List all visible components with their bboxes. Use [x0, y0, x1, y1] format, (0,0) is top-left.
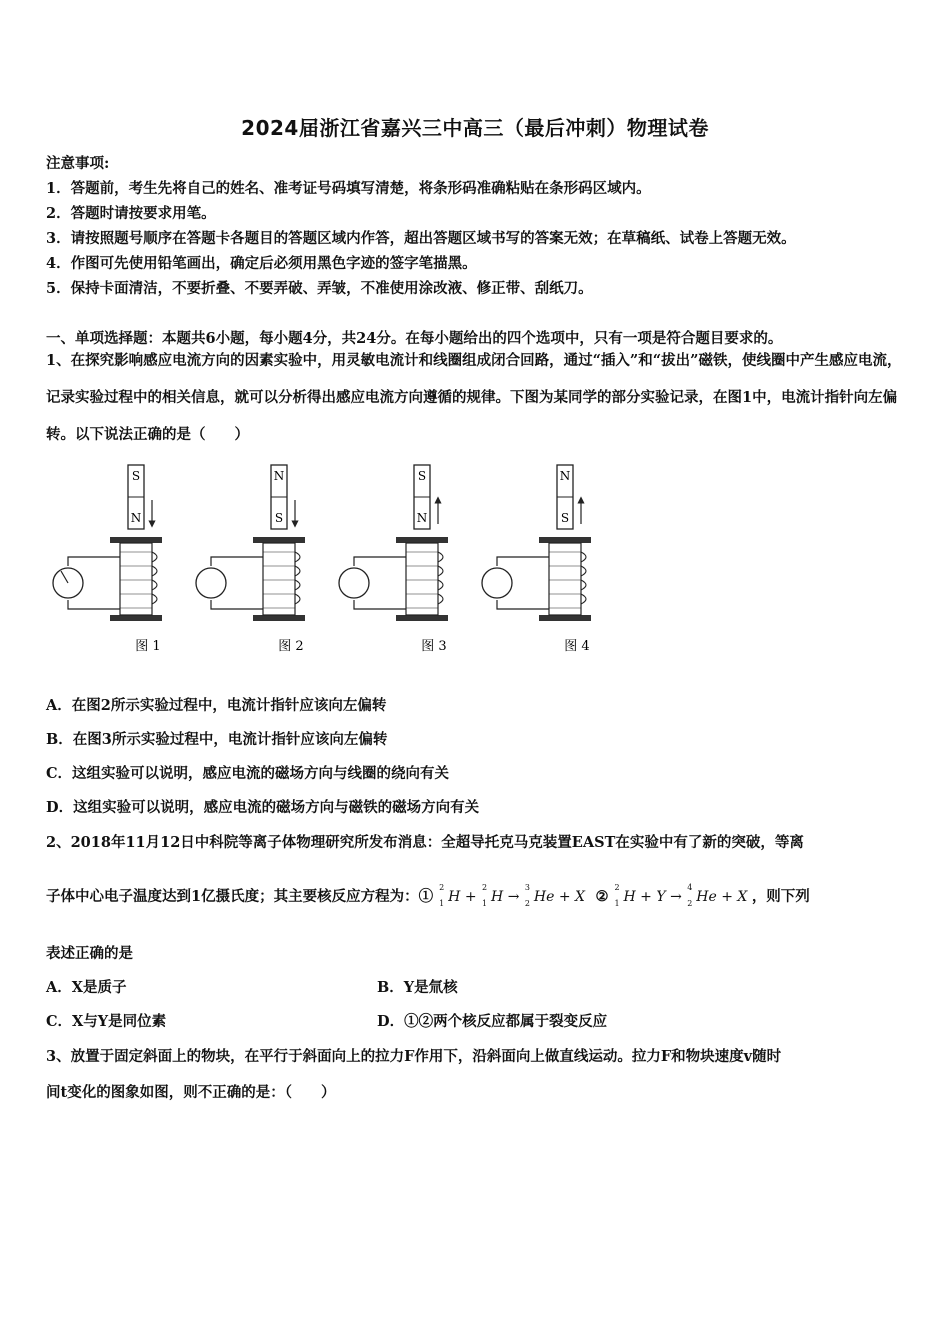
- coil-bottom-cap: [539, 615, 591, 621]
- coil-core: [549, 543, 581, 615]
- magnet-top-pole: S: [131, 469, 141, 483]
- magnet-top-pole: N: [559, 469, 571, 483]
- equation-marker-2: ②: [595, 888, 609, 905]
- q2-option-c: C．X与Y是同位素: [46, 1013, 167, 1030]
- q2-stem-pre: 子体中心电子温度达到1亿摄氏度；其主要核反应方程为：①: [46, 888, 434, 905]
- magnet-bottom-pole: S: [274, 511, 284, 525]
- q1-figures: [40, 460, 620, 660]
- q2-option-a: A．X是质子: [46, 979, 127, 996]
- notice-item: 4．作图可先使用铅笔画出，确定后必须用黑色字迹的签字笔描黑。: [46, 255, 477, 272]
- notice-item: 2．答题时请按要求用笔。: [46, 205, 216, 222]
- coil-core: [263, 543, 295, 615]
- q2-stem-line3: 表述正确的是: [46, 945, 133, 962]
- magnet-bottom-pole: N: [130, 511, 142, 525]
- q2-stem-line2: [46, 885, 810, 906]
- q1-option-a: A．在图2所示实验过程中，电流计指针应该向左偏转: [46, 697, 387, 714]
- coil-bottom-cap: [396, 615, 448, 621]
- figure-caption: 图 4: [564, 639, 590, 654]
- galvanometer: [196, 568, 226, 598]
- q1-option-b: B．在图3所示实验过程中，电流计指针应该向左偏转: [46, 731, 388, 748]
- figure-2: [196, 465, 305, 654]
- coil-core: [120, 543, 152, 615]
- notice-item: 3．请按照题号顺序在答题卡各题目的答题区域内作答，超出答题区域书写的答案无效；在草稿纸、试卷上答题无效。: [46, 230, 796, 247]
- page-title: 2024届浙江省嘉兴三中高三（最后冲刺）物理试卷: [241, 116, 709, 140]
- magnet-top-pole: N: [273, 469, 285, 483]
- notice-heading: 注意事项:: [46, 155, 110, 172]
- coil-top-cap: [396, 537, 448, 543]
- figure-caption: 图 3: [421, 639, 447, 654]
- coil-winding: [295, 552, 300, 604]
- coil-top-cap: [253, 537, 305, 543]
- galvanometer: [482, 568, 512, 598]
- coil-winding: [152, 552, 157, 604]
- magnet-bottom-pole: N: [416, 511, 428, 525]
- q2-option-b: B．Y是氚核: [377, 979, 458, 996]
- coil-winding: [438, 552, 443, 604]
- coil-winding: [581, 552, 586, 604]
- figure-caption: 图 2: [278, 639, 304, 654]
- section-heading: 一、单项选择题：本题共6小题，每小题4分，共24分。在每小题给出的四个选项中，只有一项是符合题目要求的。: [46, 330, 783, 347]
- coil-top-cap: [110, 537, 162, 543]
- question-1-stem: 1、在探究影响感应电流方向的因素实验中，用灵敏电流计和线圈组成闭合回路，通过“插入”和“拔出”磁铁，使线圈中产生感应电流，记录实验过程中的相关信息，就可以分析得出感应电流方向遵循的规律。下图为某同学的部分实验记录，在图1中，电流计指针向左偏转。以下说法正确的是（ ）: [46, 352, 902, 443]
- q2-stem-post: ，则下列: [751, 888, 810, 905]
- q3-stem-line2: 间t变化的图象如图，则不正确的是：（ ）: [46, 1084, 336, 1101]
- q1-option-c: C．这组实验可以说明，感应电流的磁场方向与线圈的绕向有关: [46, 765, 450, 782]
- q2-stem-line1: 2、2018年11月12日中科院等离子体物理研究所发布消息：全超导托克马克装置EAST在实验中有了新的突破，等离: [46, 834, 804, 851]
- figure-1: [53, 465, 162, 654]
- coil-top-cap: [539, 537, 591, 543]
- magnet-bottom-pole: S: [560, 511, 570, 525]
- coil-core: [406, 543, 438, 615]
- coil-bottom-cap: [253, 615, 305, 621]
- notice-item: 1．答题前，考生先将自己的姓名、准考证号码填写清楚，将条形码准确粘贴在条形码区域内。: [46, 180, 651, 197]
- q3-stem-line1: 3、放置于固定斜面上的物块，在平行于斜面向上的拉力F作用下，沿斜面向上做直线运动。拉力F和物块速度v随时: [46, 1048, 782, 1065]
- coil-bottom-cap: [110, 615, 162, 621]
- figure-4: [482, 465, 591, 654]
- q2-option-d: D．①②两个核反应都属于裂变反应: [377, 1013, 608, 1030]
- q1-option-d: D．这组实验可以说明，感应电流的磁场方向与磁铁的磁场方向有关: [46, 799, 480, 816]
- galvanometer: [339, 568, 369, 598]
- reaction-equation-1: 2 1 H + 2 1 H → 3 2 He + X: [439, 883, 585, 908]
- figure-caption: 图 1: [135, 639, 161, 654]
- notice-item: 5．保持卡面清洁，不要折叠、不要弄破、弄皱，不准使用涂改液、修正带、刮纸刀。: [46, 280, 593, 297]
- reaction-equation-2: 2 1 H + Y → 4 2 He + X: [614, 883, 748, 908]
- magnet-top-pole: S: [417, 469, 427, 483]
- figure-3: [339, 465, 448, 654]
